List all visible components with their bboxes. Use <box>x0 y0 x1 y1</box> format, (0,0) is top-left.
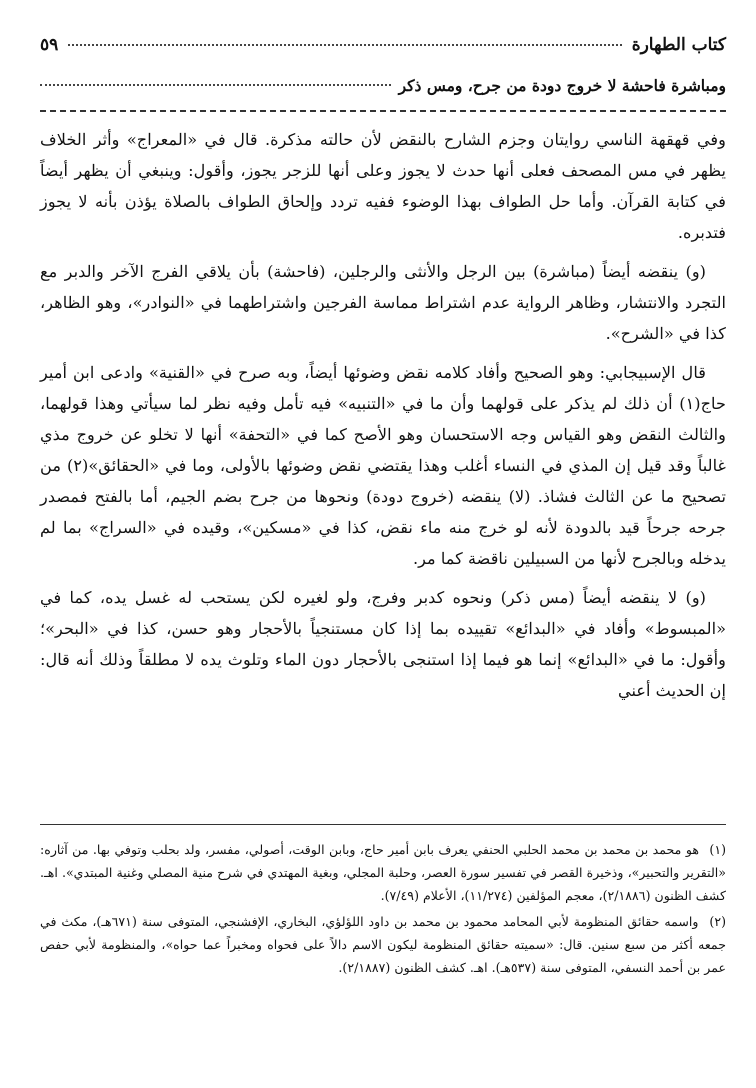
matn-text: ومباشرة فاحشة لا خروج دودة من جرح، ومس ذكر <box>398 75 726 95</box>
footnote <box>40 838 726 907</box>
body-paragraph: قال الإسبيجابي: وهو الصحيح وأفاد كلامه نقض وضوئها أيضاً، وبه صرح في «القنية» وادعى ابن أمير حاج(١) أن ذلك لم يذكر على قولهما وأن ما في «التنبيه» فيه تأمل وفيه نظر لما سيأتي وهذا قولهما، والثالث النقض وهو القياس وجه الاستحسان وهو الأصح كما في «التحفة» أنها لا تخلو عن خروج مذي غالباً وقد قيل إن المذي في النساء أغلب وهذا يقتضي نقض وضوئها بالأولى، وما في «الحقائق»(٢) من تصحيح ما عن الثالث فشاذ. (لا) ينقضه (خروج دودة) ونحوها من جرح بضم الجيم، أما بالفتح فمصدر جرحه جرحاً قيد بالدودة لأنه لو خرج منه ماء نقض، كذا في «مسكين»، وقيده في «السراج» بما لم يدخله وبالجرح لأنها من السبيلين ناقضة كما مر. <box>40 363 726 568</box>
matn-dotted-leader <box>40 84 391 86</box>
matn-line <box>40 72 726 98</box>
header-dotted-leader <box>68 44 621 46</box>
running-head <box>40 30 726 60</box>
footnote-text: واسمه حقائق المنظومة لأبي المحامد محمود بن محمد بن داود اللؤلؤي، البخاري، الإفشنجي، المتوفى سنة (٦٧١هـ)، مكث في جمعه أكثر من سبع سنين. قال: «سميته حقائق المنظومة ليكون الاسم دالاً على فحواه ومخبراً عما حواه»، والمنظومة لأبي حفص عمر بن أحمد النسفي، المتوفى سنة (٥٣٧هـ). اهـ. كشف الظنون (٢/١٨٨٧). <box>40 914 726 975</box>
footnote-number: (٢) <box>709 914 726 929</box>
footnote-text: هو محمد بن محمد بن محمد الحلبي الحنفي يعرف بابن أمير حاج، وبابن الوقت، أصولي، مفسر، ولد بحلب وتوفي بها. من آثاره: «التقرير والتحبير»، وذخيرة القصر في تفسير سورة العصر، وحلبة المجلي، وبغية المهتدي في شرح منية المصلي وغنية المبتدي». اهـ. كشف الظنون (٢/١٨٨٦)، معجم المؤلفين (١١/٢٧٤)، الأعلام (٧/٤٩). <box>40 842 726 903</box>
body-paragraph: (و) لا ينقضه أيضاً (مس ذكر) ونحوه كدبر وفرج، ولو لغيره لكن يستحب له غسل يده، كما في «المبسوط» وأفاد في «البدائع» تقييده بما إذا كان مستنجياً بالأحجار وهو حسن، كذا في «البحر»؛ وأقول: ما في «البدائع» إنما هو فيما إذا استنجى بالأحجار دون الماء وتلوث يده لا مطلقاً وذلك أنه قال: إن الحديث أعني <box>40 588 726 700</box>
book-title: كتاب الطهارة <box>631 35 726 55</box>
footnote-rule <box>40 824 726 825</box>
body-paragraph: وفي قهقهة الناسي روايتان وجزم الشارح بالنقض لأن حالته مذكرة. قال في «المعراج» وأثر الخلاف يظهر في مس المصحف فعلى أنها حدث لا يجوز وعلى أنها للزجر يجوز، وأقول: وينبغي أن يظهر أيضاً في كتابة القرآن. وأما حل الطواف بهذا الوضوء ففيه تردد وإلحاق الطواف بالصلاة يؤذن بأنه لا يجوز فتدبره. <box>40 130 726 242</box>
page-number: ٥٩ <box>40 35 59 55</box>
footnote <box>40 910 726 979</box>
footnote-number: (١) <box>709 842 726 857</box>
matn-separator <box>40 110 726 112</box>
footnotes <box>40 838 726 982</box>
body-paragraph: (و) ينقضه أيضاً (مباشرة) بين الرجل والأنثى والرجلين، (فاحشة) بأن يلاقي الفرج الآخر والدبر مع التجرد والانتشار، وظاهر الرواية عدم اشتراط مماسة الفرجين واشتراطهما في «النوادر»، وهو الظاهر، كذا في «الشرح». <box>40 262 726 343</box>
commentary-body <box>40 124 726 714</box>
